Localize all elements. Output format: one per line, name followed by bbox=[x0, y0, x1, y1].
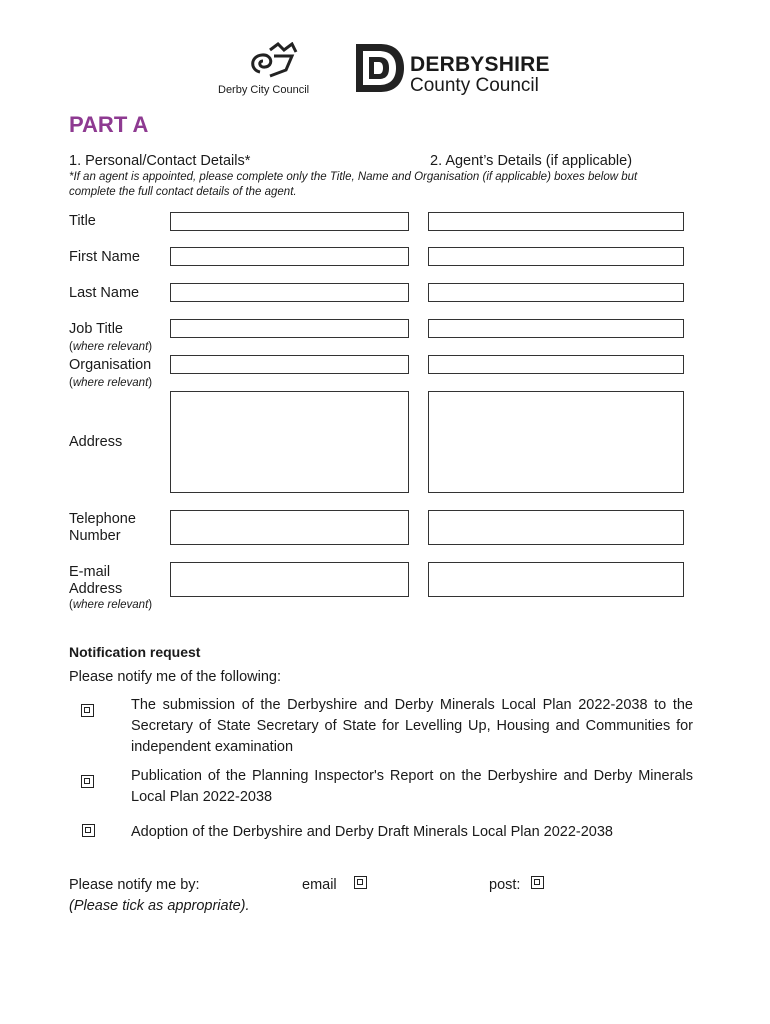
telephone-label-line2: Number bbox=[69, 528, 121, 544]
option-adoption: Adoption of the Derbyshire and Derby Draft Minerals Local Plan 2022-2038 bbox=[131, 824, 613, 840]
agent-last-name-input[interactable] bbox=[428, 283, 684, 302]
email-hint: (where relevant) bbox=[69, 599, 153, 611]
job-title-hint: (where relevant) bbox=[69, 341, 153, 353]
tick-note: (Please tick as appropriate). bbox=[69, 898, 250, 914]
section-agent-heading: 2. Agent’s Details (if applicable) bbox=[430, 153, 633, 169]
option-submission: The submission of the Derbyshire and Derby Minerals Local Plan 2022-2038 to the Secretary of State Secretary of State for Levelling Up, Housing and Communities for independent examination bbox=[131, 697, 693, 755]
adoption-checkbox[interactable] bbox=[82, 824, 95, 837]
derby-city-council-text: Derby City Council bbox=[218, 84, 310, 96]
job-title-hint-text: where relevant bbox=[72, 341, 149, 353]
organisation-hint-text: where relevant bbox=[72, 377, 149, 389]
agent-job-title-input[interactable] bbox=[428, 319, 684, 338]
inspector-report-checkbox[interactable] bbox=[81, 775, 94, 788]
personal-last-name-input[interactable] bbox=[170, 283, 409, 302]
last-name-label: Last Name bbox=[69, 285, 140, 301]
personal-job-title-input[interactable] bbox=[170, 319, 409, 338]
personal-email-input[interactable] bbox=[170, 562, 409, 597]
part-title: PART A bbox=[69, 112, 149, 137]
organisation-label: Organisation bbox=[69, 357, 152, 373]
option-inspector-report: Publication of the Planning Inspector's Report on the Derbyshire and Derby Minerals Local Plan 2022-2038 bbox=[131, 768, 693, 805]
agent-title-input[interactable] bbox=[428, 212, 684, 231]
derbyshire-logo-line1: DERBYSHIRE bbox=[410, 53, 550, 76]
notify-email-label: email bbox=[302, 877, 337, 893]
title-label: Title bbox=[69, 213, 96, 229]
notify-email-checkbox[interactable] bbox=[354, 876, 367, 889]
notify-post-label: post: bbox=[489, 877, 521, 893]
notification-heading: Notification request bbox=[69, 644, 201, 660]
email-label-line2: Address bbox=[69, 581, 123, 597]
email-label-line1: E-mail bbox=[69, 564, 111, 580]
agent-address-input[interactable] bbox=[428, 391, 684, 493]
agent-organisation-input[interactable] bbox=[428, 355, 684, 374]
agent-note: *If an agent is appointed, please complete only the Title, Name and Organisation (if applicable) boxes below but complete the full contact details of the agent. bbox=[69, 171, 638, 198]
derby-ram-icon bbox=[248, 42, 308, 84]
submission-checkbox[interactable] bbox=[81, 704, 94, 717]
agent-first-name-input[interactable] bbox=[428, 247, 684, 266]
section-personal-heading: 1. Personal/Contact Details* bbox=[69, 153, 251, 169]
personal-address-input[interactable] bbox=[170, 391, 409, 493]
email-hint-text: where relevant bbox=[72, 599, 149, 611]
derbyshire-d-icon bbox=[354, 42, 406, 94]
notify-post-checkbox[interactable] bbox=[531, 876, 544, 889]
personal-organisation-input[interactable] bbox=[170, 355, 409, 374]
notify-by-label: Please notify me by: bbox=[69, 877, 200, 893]
derbyshire-county-council-logo bbox=[354, 42, 564, 96]
derby-city-council-logo bbox=[214, 42, 326, 98]
agent-email-input[interactable] bbox=[428, 562, 684, 597]
personal-first-name-input[interactable] bbox=[170, 247, 409, 266]
address-label: Address bbox=[69, 434, 123, 450]
telephone-label-line1: Telephone bbox=[69, 511, 136, 527]
first-name-label: First Name bbox=[69, 249, 140, 265]
personal-title-input[interactable] bbox=[170, 212, 409, 231]
notification-intro: Please notify me of the following: bbox=[69, 669, 281, 685]
organisation-hint: (where relevant) bbox=[69, 377, 153, 389]
derbyshire-logo-line2: County Council bbox=[410, 75, 539, 96]
personal-telephone-input[interactable] bbox=[170, 510, 409, 545]
job-title-label: Job Title bbox=[69, 321, 123, 337]
agent-telephone-input[interactable] bbox=[428, 510, 684, 545]
